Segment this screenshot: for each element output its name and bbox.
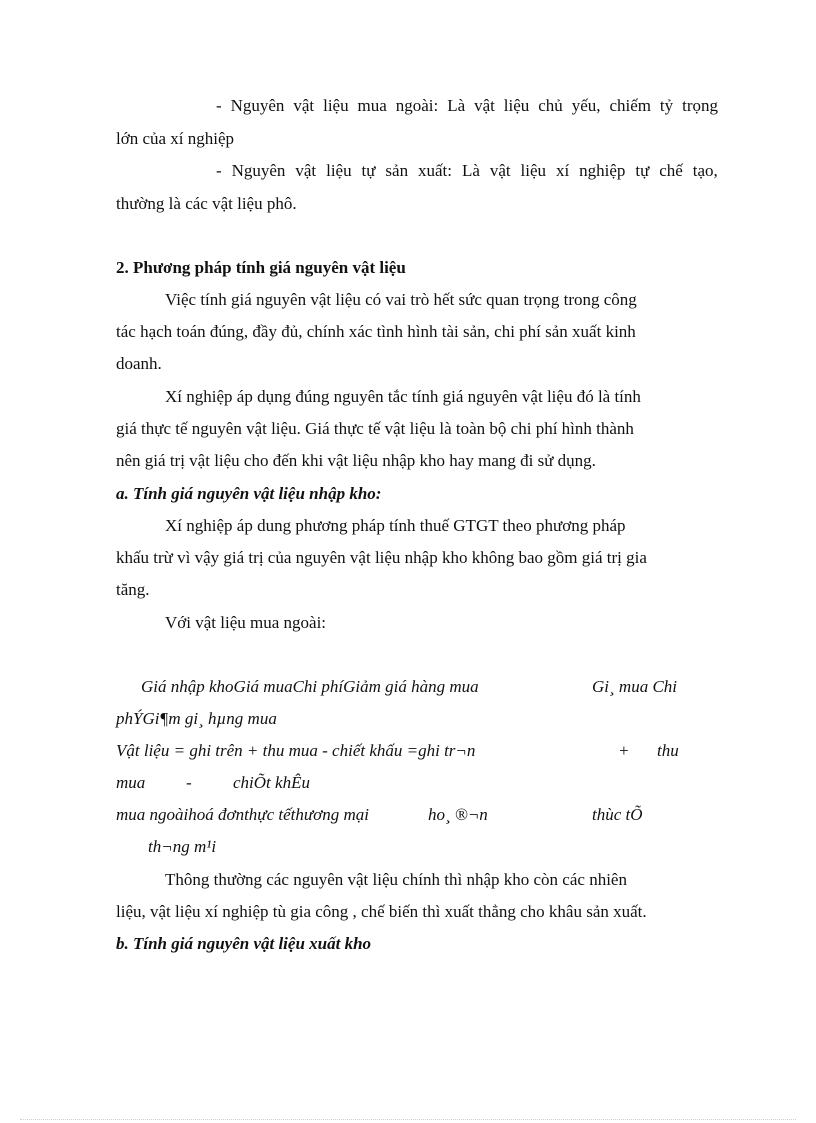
formula-text: Gi¸ mua Chi xyxy=(592,677,677,696)
formula-text: chiÕt khÊu xyxy=(233,773,310,792)
formula-text: Vật liệu = ghi trên + thu mua - chiết khấu =ghi tr¬n xyxy=(116,741,476,760)
word: liệu xyxy=(326,161,352,180)
word: Là xyxy=(461,161,480,180)
word: chiếm xyxy=(609,96,651,115)
formula-text: th¬ng m¹i xyxy=(148,837,217,856)
formula-text: mua ngoàihoá đơnthực tếthương mại xyxy=(116,805,369,824)
formula-operator: - xyxy=(186,773,192,792)
list-item-purchased-line2: lớn của xí nghiệp xyxy=(116,129,235,148)
paragraph-line: Việc tính giá nguyên vật liệu có vai trò hết sức quan trọng trong công xyxy=(165,290,637,309)
word: liệu xyxy=(520,161,547,180)
word: Nguyên xyxy=(230,96,285,115)
word: sản xyxy=(385,161,409,180)
word: vật xyxy=(489,161,511,180)
word: xí xyxy=(555,161,570,180)
word: tạo, xyxy=(692,161,718,180)
paragraph-line: tăng. xyxy=(116,580,150,599)
paragraph-line: giá thực tế nguyên vật liệu. Giá thực tế vật liệu là toàn bộ chi phí hình thành xyxy=(116,419,634,438)
word: chế xyxy=(659,161,683,180)
paragraph-line: doanh. xyxy=(116,354,162,373)
list-item-self-produced xyxy=(216,161,718,181)
formula-text: thu xyxy=(657,741,679,760)
word: tự xyxy=(361,161,376,180)
word: tự xyxy=(635,161,650,180)
word: vật xyxy=(474,96,495,115)
word: chủ xyxy=(538,96,563,115)
paragraph-line: Thông thường các nguyên vật liệu chính thì nhập kho còn các nhiên xyxy=(165,870,627,889)
word: vật xyxy=(295,161,317,180)
word: mua xyxy=(357,96,387,115)
subsection-heading-b: b. Tính giá nguyên vật liệu xuất kho xyxy=(116,934,372,953)
paragraph-line: tác hạch toán đúng, đầy đủ, chính xác tình hình tài sản, chi phí sản xuất kinh xyxy=(116,322,636,341)
formula-text: phÝGi¶m gi¸ hµng mua xyxy=(116,709,277,728)
subsection-heading-a: a. Tính giá nguyên vật liệu nhập kho: xyxy=(116,484,382,503)
section-heading: 2. Phương pháp tính giá nguyên vật liệu xyxy=(116,258,406,277)
word: Là xyxy=(447,96,466,115)
formula-text: ho¸ ®¬n xyxy=(428,805,488,824)
word: Nguyên xyxy=(231,161,286,180)
paragraph-line: liệu, vật liệu xí nghiệp tù gia công , chế biến thì xuất thẳng cho khâu sản xuất. xyxy=(116,902,647,921)
word: ngoài: xyxy=(395,96,439,115)
word: - xyxy=(216,161,222,180)
word: nghiệp xyxy=(579,161,626,180)
word: yếu, xyxy=(571,96,601,115)
paragraph-line: nên giá trị vật liệu cho đến khi vật liệu nhập kho hay mang đi sử dụng. xyxy=(116,451,596,470)
word: xuất: xyxy=(418,161,453,180)
word: liệu xyxy=(503,96,530,115)
formula-operator: + xyxy=(618,741,630,760)
formula-text: Giá nhập khoGiá muaChi phíGiảm giá hàng mua xyxy=(141,677,479,696)
word: - xyxy=(216,96,222,115)
word: vật xyxy=(293,96,315,115)
page-bottom-divider xyxy=(20,1119,796,1120)
formula-text: mua xyxy=(116,773,146,792)
formula-text: thùc tÕ xyxy=(592,805,643,824)
paragraph-line: khấu trừ vì vậy giá trị của nguyên vật liệu nhập kho không bao gồm giá trị gia xyxy=(116,548,647,567)
list-item-self-produced-line2: thường là các vật liệu phô. xyxy=(116,194,297,213)
paragraph-line: Xí nghiệp áp dung phương pháp tính thuế GTGT theo phương pháp xyxy=(165,516,626,535)
word: tỷ xyxy=(659,96,674,115)
word: trọng xyxy=(682,96,718,115)
paragraph-line: Xí nghiệp áp dụng đúng nguyên tắc tính giá nguyên vật liệu đó là tính xyxy=(165,387,641,406)
word: liệu xyxy=(323,96,349,115)
paragraph-line: Với vật liệu mua ngoài: xyxy=(165,613,327,632)
list-item-purchased xyxy=(216,96,718,116)
